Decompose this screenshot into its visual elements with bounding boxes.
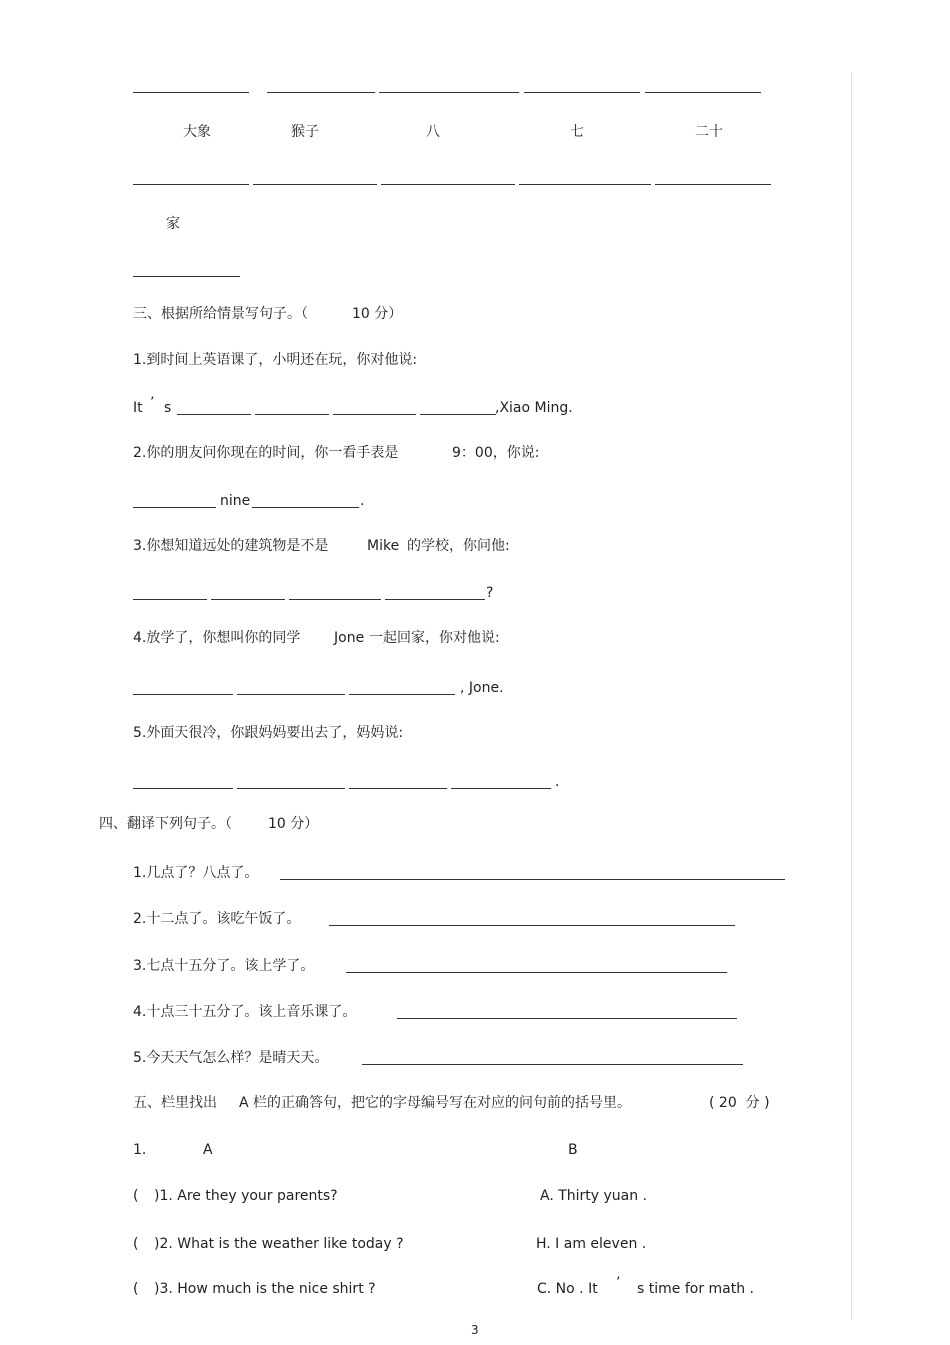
apostrophe: ’ xyxy=(616,1275,621,1291)
answer-blank xyxy=(133,276,240,277)
column-a-header: A xyxy=(203,1142,213,1158)
match-answer: C. No . It xyxy=(537,1281,598,1297)
translate-item: 3.七点十五分了。该上学了。 xyxy=(133,958,315,974)
answer-blank xyxy=(211,599,285,600)
translate-item: 1.几点了？八点了。 xyxy=(133,865,259,881)
apostrophe: ’ xyxy=(150,395,155,411)
question-prompt: 的学校，你问他: xyxy=(407,538,510,554)
match-question: )1. Are they your parents? xyxy=(154,1188,338,1204)
word-prompt: 八 xyxy=(426,124,440,140)
answer-blank xyxy=(253,184,377,185)
match-answer: H. I am eleven . xyxy=(536,1236,647,1252)
answer-blank xyxy=(349,788,447,789)
question-prompt: 4.放学了，你想叫你的同学 xyxy=(133,630,301,646)
answer-blank xyxy=(133,599,207,600)
answer-paren: ( xyxy=(133,1236,139,1252)
sentence-end: . xyxy=(360,493,365,509)
answer-blank xyxy=(237,694,345,695)
section-4-title: 四、翻译下列句子。（ xyxy=(99,816,232,832)
item-number: 1. xyxy=(133,1142,147,1158)
page-margin-rule xyxy=(851,72,852,1320)
page-number: 3 xyxy=(471,1323,479,1337)
match-answer: s time for math . xyxy=(637,1281,755,1297)
answer-blank xyxy=(329,925,735,926)
match-question: )3. How much is the nice shirt ? xyxy=(154,1281,376,1297)
question-prompt: 1.到时间上英语课了，小明还在玩，你对他说: xyxy=(133,352,418,368)
answer-blank xyxy=(177,414,251,415)
answer-blank xyxy=(133,92,249,93)
word-prompt: 大象 xyxy=(183,124,211,140)
answer-blank xyxy=(362,1064,743,1065)
answer-blank xyxy=(420,414,496,415)
answer-blank xyxy=(237,788,345,789)
question-prompt: 一起回家，你对他说: xyxy=(369,630,500,646)
sentence-word: s xyxy=(164,400,172,416)
word-prompt: 二十 xyxy=(695,124,723,140)
question-name: Jone xyxy=(334,630,365,646)
answer-blank xyxy=(252,507,359,508)
word-prompt: 七 xyxy=(570,124,584,140)
sentence-word: nine xyxy=(220,493,251,509)
question-time: 9：00，你说: xyxy=(452,445,540,461)
answer-blank xyxy=(267,92,375,93)
answer-blank xyxy=(289,599,381,600)
answer-blank xyxy=(385,599,485,600)
question-prompt: 2.你的朋友问你现在的时间，你一看手表是 xyxy=(133,445,399,461)
answer-blank xyxy=(381,184,515,185)
answer-blank xyxy=(379,92,519,93)
answer-blank xyxy=(333,414,416,415)
answer-blank xyxy=(645,92,761,93)
answer-blank xyxy=(133,788,233,789)
answer-blank xyxy=(133,694,233,695)
sentence-end: , Jone. xyxy=(460,680,504,696)
section-5-title: 五、栏里找出 xyxy=(133,1095,217,1111)
column-b-header: B xyxy=(568,1142,578,1158)
section-4-score: 10 分） xyxy=(268,816,319,832)
question-name: Mike xyxy=(367,538,400,554)
answer-blank xyxy=(655,184,771,185)
answer-blank xyxy=(280,879,785,880)
answer-blank xyxy=(349,694,455,695)
match-question: )2. What is the weather like today ? xyxy=(154,1236,404,1252)
answer-blank xyxy=(346,972,727,973)
question-prompt: 5.外面天很冷，你跟妈妈要出去了，妈妈说: xyxy=(133,725,404,741)
translate-item: 4.十点三十五分了。该上音乐课了。 xyxy=(133,1004,357,1020)
section-5-title: A 栏的正确答句，把它的字母编号写在对应的问句前的括号里。 xyxy=(239,1095,632,1111)
match-answer: A. Thirty yuan . xyxy=(540,1188,648,1204)
sentence-end: . xyxy=(555,774,560,790)
word-prompt: 家 xyxy=(166,216,180,232)
answer-blank xyxy=(397,1018,737,1019)
answer-paren: ( xyxy=(133,1188,139,1204)
answer-blank xyxy=(133,507,216,508)
section-5-score: ( 20 分 ) xyxy=(709,1095,770,1111)
translate-item: 5.今天天气怎么样？是晴天天。 xyxy=(133,1050,329,1066)
translate-item: 2.十二点了。该吃午饭了。 xyxy=(133,911,301,927)
answer-blank xyxy=(519,184,651,185)
word-prompt: 猴子 xyxy=(291,124,319,140)
answer-blank xyxy=(133,184,249,185)
sentence-end: ,Xiao Ming. xyxy=(495,400,573,416)
sentence-end: ? xyxy=(486,585,494,601)
answer-blank xyxy=(255,414,329,415)
question-prompt: 3.你想知道远处的建筑物是不是 xyxy=(133,538,329,554)
answer-blank xyxy=(524,92,640,93)
sentence-start: It xyxy=(133,400,143,416)
answer-paren: ( xyxy=(133,1281,139,1297)
section-3-title: 三、根据所给情景写句子。（ xyxy=(133,306,308,322)
answer-blank xyxy=(451,788,551,789)
section-3-score: 10 分） xyxy=(352,306,403,322)
